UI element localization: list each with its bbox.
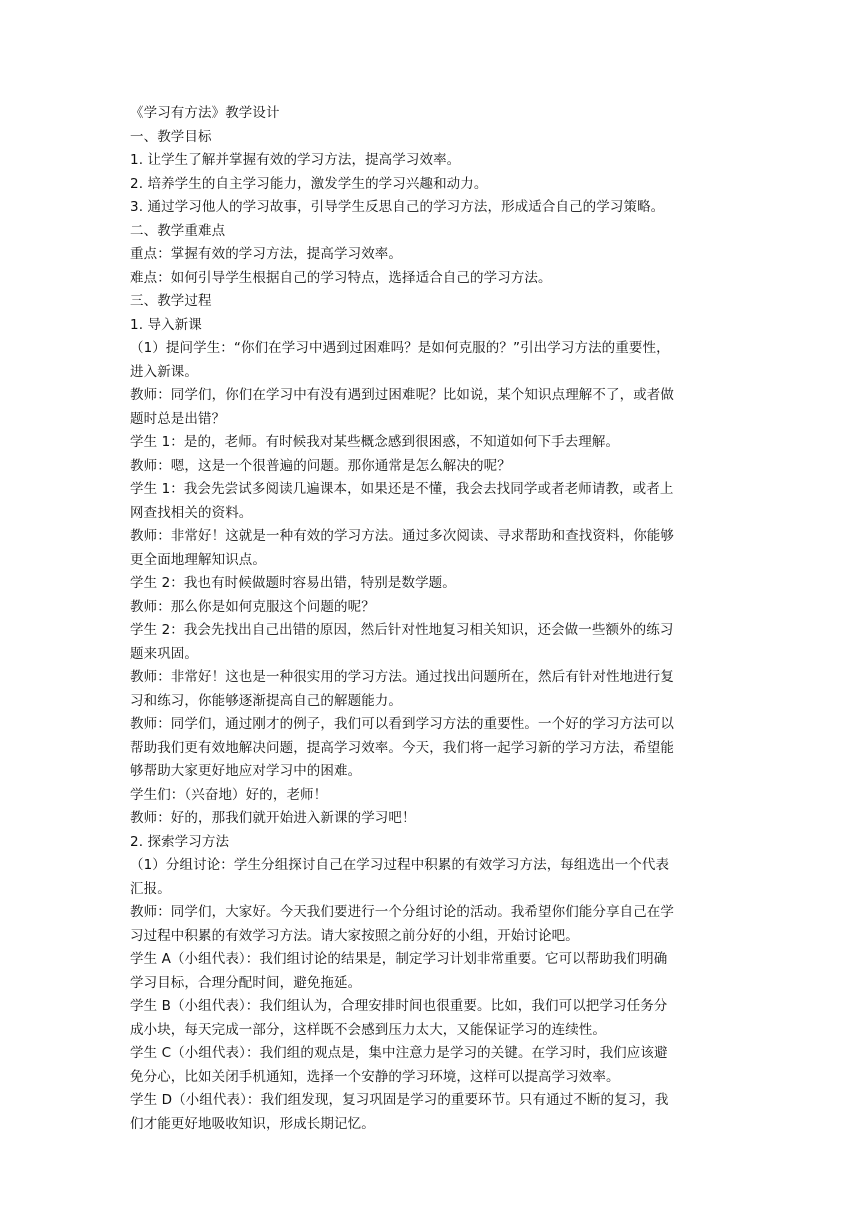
text-line: 更全面地理解知识点。 bbox=[130, 551, 266, 568]
text-line: 教师：同学们，大家好。今天我们要进行一个分组讨论的活动。我希望你们能分享自己在学 bbox=[130, 904, 674, 920]
text-line: 学生 2：我也有时候做题时容易出错，特别是数学题。 bbox=[130, 575, 456, 591]
document-lines bbox=[130, 126, 730, 1137]
document-title: 《学习有方法》教学设计 bbox=[130, 105, 280, 121]
text-line: 教师：非常好！这也是一种很实用的学习方法。通过找出问题所在，然后有针对性地进行复 bbox=[130, 669, 674, 685]
text-line: 学生 D（小组代表）：我们组发现，复习巩固是学习的重要环节。只有通过不断的复习，我 bbox=[130, 1092, 669, 1108]
text-line: 学生 B（小组代表）：我们组认为，合理安排时间也很重要。比如，我们可以把学习任务分 bbox=[130, 998, 668, 1014]
text-line: 网查找相关的资料。 bbox=[130, 504, 253, 521]
text-line: 2. 探索学习方法 bbox=[130, 833, 230, 850]
text-line: 难点：如何引导学生根据自己的学习特点，选择适合自己的学习方法。 bbox=[130, 269, 552, 286]
text-line: 教师：同学们，你们在学习中有没有遇到过困难呢？比如说，某个知识点理解不了，或者做 bbox=[130, 387, 674, 403]
text-line: 学生 1：是的，老师。有时候我对某些概念感到很困惑，不知道如何下手去理解。 bbox=[130, 434, 620, 450]
document-body bbox=[130, 102, 730, 1136]
text-line: 学生 C（小组代表）：我们组的观点是，集中注意力是学习的关键。在学习时，我们应该避 bbox=[130, 1045, 668, 1061]
text-line: 们才能更好地吸收知识，形成长期记忆。 bbox=[130, 1115, 375, 1132]
text-line: 1. 导入新课 bbox=[130, 316, 202, 333]
text-line: 学生 2：我会先找出自己出错的原因，然后针对性地复习相关知识，还会做一些额外的练习 bbox=[130, 622, 674, 638]
text-line: 帮助我们更有效地解决问题，提高学习效率。今天，我们将一起学习新的学习方法，希望能 bbox=[130, 739, 674, 756]
text-line: 教师：同学们，通过刚才的例子，我们可以看到学习方法的重要性。一个好的学习方法可以 bbox=[130, 716, 674, 732]
text-line: 教师：好的，那我们就开始进入新课的学习吧！ bbox=[130, 810, 416, 826]
text-line: 够帮助大家更好地应对学习中的困难。 bbox=[130, 763, 362, 779]
text-line: 习过程中积累的有效学习方法。请大家按照之前分好的小组，开始讨论吧。 bbox=[130, 927, 579, 944]
text-line: 三、教学过程 bbox=[130, 293, 212, 309]
text-line: 教师：那么你是如何克服这个问题的呢？ bbox=[130, 598, 375, 615]
text-line: 成小块，每天完成一部分，这样既不会感到压力太大，又能保证学习的连续性。 bbox=[130, 1021, 606, 1038]
text-line: 学习目标，合理分配时间，避免拖延。 bbox=[130, 974, 362, 991]
text-line: 学生 A（小组代表）：我们组讨论的结果是，制定学习计划非常重要。它可以帮助我们明确 bbox=[130, 951, 668, 967]
text-line: 重点：掌握有效的学习方法，提高学习效率。 bbox=[130, 246, 402, 262]
text-line: 汇报。 bbox=[130, 880, 171, 897]
text-line: 进入新课。 bbox=[130, 363, 198, 380]
text-line: （1）提问学生：“你们在学习中遇到过困难吗？是如何克服的？”引出学习方法的重要性， bbox=[130, 340, 670, 356]
text-line: 1. 让学生了解并掌握有效的学习方法，提高学习效率。 bbox=[130, 152, 461, 168]
text-line: （1）分组讨论：学生分组探讨自己在学习过程中积累的有效学习方法，每组选出一个代表 bbox=[130, 857, 670, 873]
text-line: 题时总是出错？ bbox=[130, 410, 226, 427]
text-line: 学生们：（兴奋地）好的，老师！ bbox=[130, 786, 328, 803]
text-line: 习和练习，你能够逐渐提高自己的解题能力。 bbox=[130, 692, 402, 709]
text-line: 教师：非常好！这就是一种有效的学习方法。通过多次阅读、寻求帮助和查找资料，你能够 bbox=[130, 528, 674, 544]
text-line: 题来巩固。 bbox=[130, 645, 198, 662]
text-line: 教师：嗯，这是一个很普遍的问题。那你通常是怎么解决的呢？ bbox=[130, 457, 511, 474]
text-line: 3. 通过学习他人的学习故事，引导学生反思自己的学习方法，形成适合自己的学习策略。 bbox=[130, 199, 665, 215]
text-line: 学生 1：我会先尝试多阅读几遍课本，如果还是不懂，我会去找同学或者老师请教，或者上 bbox=[130, 481, 674, 497]
text-line: 二、教学重难点 bbox=[130, 222, 226, 239]
text-line: 2. 培养学生的自主学习能力，激发学生的学习兴趣和动力。 bbox=[130, 175, 488, 192]
text-line: 一、教学目标 bbox=[130, 128, 212, 145]
text-line: 免分心，比如关闭手机通知，选择一个安静的学习环境，这样可以提高学习效率。 bbox=[130, 1068, 620, 1085]
